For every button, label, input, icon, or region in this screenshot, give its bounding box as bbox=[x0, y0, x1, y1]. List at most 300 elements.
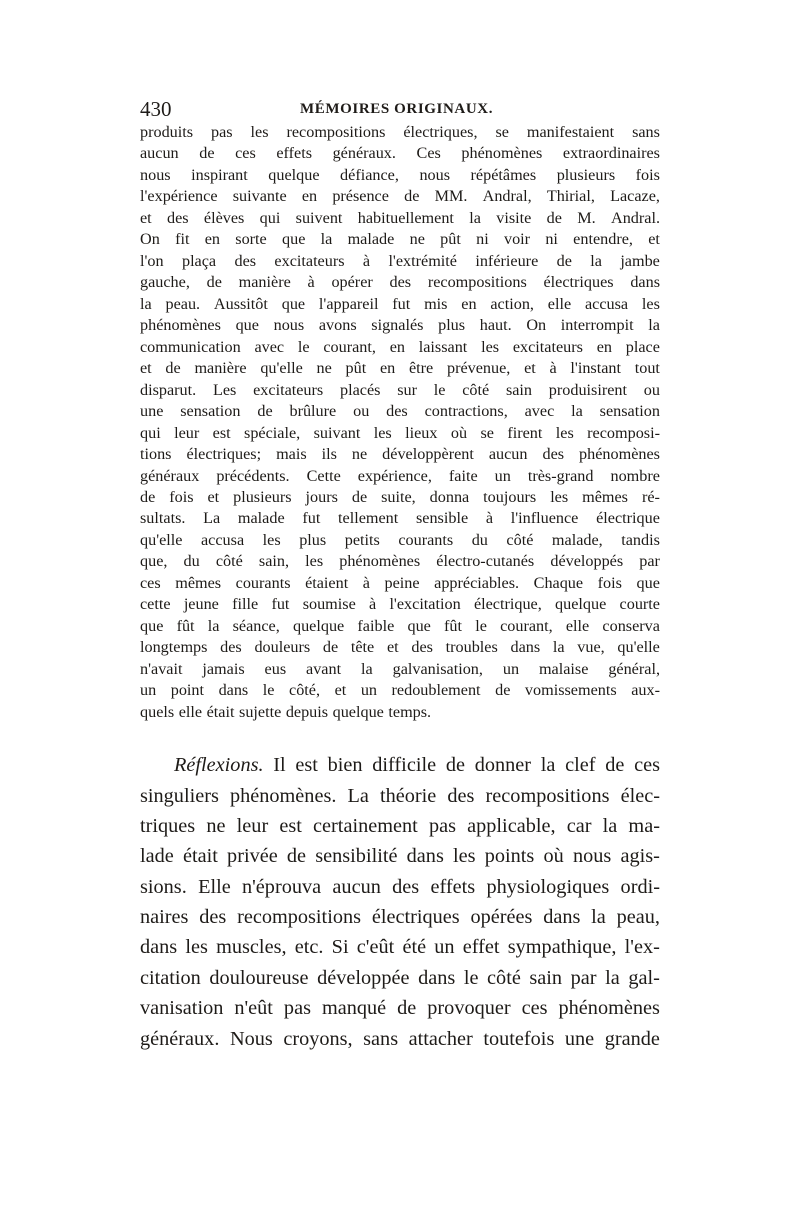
text-line bbox=[140, 616, 660, 637]
word: firent bbox=[507, 423, 543, 442]
word: redoublement bbox=[391, 681, 481, 700]
text-line bbox=[140, 487, 660, 508]
word: électrique bbox=[596, 509, 660, 528]
word: théorie bbox=[380, 784, 437, 807]
word: est bbox=[212, 423, 231, 442]
text-line bbox=[140, 186, 660, 207]
word: le bbox=[433, 380, 446, 399]
word: Chaque bbox=[533, 573, 584, 592]
word: clef bbox=[565, 754, 596, 777]
word: la bbox=[648, 316, 660, 335]
word: sultats. bbox=[140, 509, 186, 528]
word: l'instant bbox=[570, 359, 621, 378]
word: était bbox=[206, 702, 235, 721]
word: les bbox=[250, 123, 269, 141]
word: électriques; bbox=[186, 445, 262, 464]
word: suivent bbox=[295, 208, 343, 227]
word: produits bbox=[140, 123, 194, 141]
word: avec bbox=[254, 337, 285, 356]
word: elle bbox=[547, 294, 572, 313]
word: à bbox=[485, 509, 494, 528]
word: les bbox=[481, 337, 500, 356]
word: action, bbox=[490, 294, 534, 313]
text-line bbox=[140, 143, 660, 164]
text-line bbox=[140, 251, 660, 272]
text-line bbox=[140, 637, 660, 658]
word: le bbox=[475, 616, 487, 635]
text-line bbox=[140, 315, 660, 336]
word: la bbox=[605, 966, 620, 989]
word: séance, bbox=[232, 616, 280, 635]
word: un bbox=[360, 681, 377, 700]
text-line bbox=[140, 1024, 660, 1054]
word: quelque bbox=[555, 595, 607, 614]
word: manifestaient bbox=[526, 123, 615, 141]
word: en bbox=[461, 294, 477, 313]
word: de bbox=[257, 402, 273, 421]
word: douleurs bbox=[254, 638, 311, 657]
word: aucun bbox=[488, 445, 528, 464]
word: Cette bbox=[306, 466, 341, 485]
word: la bbox=[469, 208, 481, 227]
word: avons bbox=[318, 316, 357, 335]
word: brûlure bbox=[289, 402, 337, 421]
word: phénomènes bbox=[579, 445, 660, 464]
word: et bbox=[140, 359, 152, 378]
word: dans bbox=[406, 845, 444, 868]
word: plus bbox=[299, 530, 327, 549]
word: singuliers bbox=[140, 784, 219, 807]
word: fit bbox=[175, 230, 190, 249]
word: les bbox=[305, 552, 324, 571]
text-line bbox=[140, 932, 660, 962]
word: appréciables. bbox=[434, 573, 520, 592]
word: élec- bbox=[620, 784, 660, 807]
word: l'ex- bbox=[624, 936, 660, 959]
word: sans bbox=[632, 123, 660, 141]
word: sensation bbox=[599, 402, 660, 421]
word: mêmes bbox=[175, 573, 222, 592]
word: sensible bbox=[415, 509, 469, 528]
word: donna bbox=[429, 487, 470, 506]
word: Andral. bbox=[611, 208, 660, 227]
word: de bbox=[206, 273, 222, 292]
word: à bbox=[549, 359, 557, 378]
word: été bbox=[402, 936, 427, 959]
paragraph-2 bbox=[140, 750, 660, 1054]
word: côté bbox=[462, 380, 490, 399]
word: opérées bbox=[470, 906, 533, 929]
word: ma- bbox=[628, 814, 660, 837]
word: habituellement bbox=[357, 208, 454, 227]
word: quelque bbox=[332, 702, 384, 721]
word: n'éprouva bbox=[242, 875, 322, 898]
word: élèves bbox=[203, 208, 245, 227]
word: jamais bbox=[202, 659, 245, 678]
word: être bbox=[408, 359, 434, 378]
word: citation bbox=[140, 966, 201, 989]
word: la bbox=[320, 230, 333, 249]
word: des bbox=[389, 273, 412, 292]
text-line bbox=[140, 423, 660, 444]
word: côté bbox=[215, 552, 243, 571]
word: et bbox=[386, 638, 399, 657]
word: opérer bbox=[331, 273, 373, 292]
word: voir bbox=[503, 230, 531, 249]
word: haut. bbox=[479, 316, 512, 335]
word: sain, bbox=[258, 552, 290, 571]
word: excitateurs bbox=[512, 337, 583, 356]
word: Thirial, bbox=[546, 187, 595, 206]
word: sujette bbox=[239, 702, 282, 721]
word: des bbox=[220, 638, 242, 657]
word: sympathique, bbox=[507, 936, 617, 959]
word: elle bbox=[178, 702, 203, 721]
word: se bbox=[495, 123, 509, 141]
word: jambe bbox=[620, 251, 660, 270]
word: MM. bbox=[434, 187, 468, 206]
word: qui bbox=[140, 423, 161, 442]
word: leur bbox=[236, 814, 269, 837]
word: triques bbox=[140, 814, 196, 837]
word: toujours bbox=[483, 487, 537, 506]
word: Lacaze, bbox=[610, 187, 660, 206]
word: des bbox=[392, 875, 420, 898]
text-line bbox=[140, 594, 660, 615]
word: est bbox=[279, 814, 302, 837]
word: place bbox=[625, 337, 660, 356]
word: petits bbox=[344, 530, 380, 549]
word: présence bbox=[332, 187, 389, 206]
text-line bbox=[140, 841, 660, 871]
word: une bbox=[140, 402, 164, 421]
word: tellement bbox=[338, 509, 399, 528]
text-line bbox=[140, 993, 660, 1023]
word: de bbox=[495, 681, 511, 700]
word: malaise bbox=[538, 659, 589, 678]
word: la bbox=[591, 906, 606, 929]
word: du bbox=[471, 530, 488, 549]
word: accusa bbox=[584, 294, 629, 313]
word: à bbox=[362, 573, 370, 592]
word: des bbox=[542, 445, 565, 464]
word: dans bbox=[543, 906, 581, 929]
word: le bbox=[262, 681, 275, 700]
word: phénomènes bbox=[140, 316, 221, 335]
word: agis- bbox=[620, 845, 660, 868]
word: grande bbox=[604, 1027, 660, 1050]
word: les bbox=[641, 294, 660, 313]
text-line bbox=[140, 358, 660, 379]
word: et bbox=[207, 487, 220, 506]
word: ni bbox=[545, 230, 558, 249]
word: aucun bbox=[140, 144, 179, 163]
word: nombre bbox=[610, 466, 660, 485]
word: sain bbox=[505, 380, 533, 399]
word: peau, bbox=[616, 906, 660, 929]
word: en bbox=[204, 230, 220, 249]
word: dans bbox=[418, 966, 456, 989]
word: quelque bbox=[292, 616, 345, 635]
word: excitateurs bbox=[253, 380, 324, 399]
word: ces bbox=[235, 144, 256, 163]
word: disparut. bbox=[140, 380, 197, 399]
text-line bbox=[140, 702, 660, 723]
word: phénomènes bbox=[461, 144, 543, 163]
word: produisirent bbox=[548, 380, 628, 399]
word: pas bbox=[283, 997, 311, 1020]
word: faite bbox=[448, 466, 478, 485]
word: etc. bbox=[294, 936, 324, 959]
text-line bbox=[140, 551, 660, 572]
word: et bbox=[140, 208, 152, 227]
word: signalés bbox=[371, 316, 424, 335]
word: effets bbox=[276, 144, 312, 163]
word: des bbox=[386, 402, 408, 421]
word: tête bbox=[350, 638, 375, 657]
word: nous bbox=[572, 845, 612, 868]
word: elle bbox=[565, 616, 590, 635]
word: la bbox=[602, 814, 618, 837]
word: dans bbox=[630, 273, 660, 292]
word: manqué bbox=[321, 997, 387, 1020]
word: mais bbox=[276, 445, 307, 464]
word: que bbox=[281, 294, 306, 313]
word: que bbox=[235, 316, 259, 335]
word: quelque bbox=[268, 165, 320, 184]
text-line bbox=[140, 165, 660, 186]
word: laissant bbox=[418, 337, 468, 356]
word: fût bbox=[444, 616, 463, 635]
word: l'excitation bbox=[389, 595, 461, 614]
word: gal- bbox=[628, 966, 660, 989]
paragraph-1 bbox=[140, 122, 660, 723]
word: naires bbox=[140, 906, 189, 929]
word: sur bbox=[397, 380, 417, 399]
word: visite bbox=[496, 208, 532, 227]
word: de bbox=[322, 638, 339, 657]
word: côté, bbox=[289, 681, 321, 700]
word: jeune bbox=[183, 595, 219, 614]
word: expérience, bbox=[357, 466, 432, 485]
word: sain bbox=[529, 966, 563, 989]
word: en bbox=[379, 359, 396, 378]
word: extraordinaires bbox=[562, 144, 660, 163]
word: toutefois bbox=[483, 1027, 555, 1050]
word: recompositions bbox=[427, 273, 527, 292]
word: est bbox=[295, 754, 318, 777]
word: que, bbox=[140, 552, 168, 571]
word: recompositions bbox=[237, 906, 362, 929]
word: recomposi- bbox=[587, 423, 660, 442]
word: généraux bbox=[140, 466, 200, 485]
word: Les bbox=[212, 380, 237, 399]
word: sions. bbox=[140, 875, 187, 898]
word: prévenue, bbox=[446, 359, 511, 378]
word: que bbox=[282, 230, 306, 249]
word: la bbox=[571, 402, 583, 421]
word: des bbox=[447, 784, 475, 807]
word: les bbox=[373, 423, 392, 442]
word: de bbox=[556, 251, 572, 270]
word: donner bbox=[474, 754, 532, 777]
word: qu'elle bbox=[140, 530, 183, 549]
word: et bbox=[648, 230, 660, 249]
word: sorte bbox=[235, 230, 267, 249]
word: généraux. bbox=[140, 1027, 220, 1050]
word: point bbox=[170, 681, 205, 700]
word: et bbox=[334, 681, 347, 700]
word: de bbox=[165, 359, 181, 378]
text-line bbox=[140, 208, 660, 229]
word: que bbox=[407, 616, 431, 635]
word: communication bbox=[140, 337, 241, 356]
word: ni bbox=[476, 230, 489, 249]
word: ils bbox=[321, 445, 337, 464]
word: nous bbox=[140, 165, 171, 184]
word: Elle bbox=[198, 875, 231, 898]
word: électrique, bbox=[473, 595, 542, 614]
word: car bbox=[566, 814, 592, 837]
word: excitateurs bbox=[274, 251, 345, 270]
word: peau. bbox=[165, 294, 201, 313]
word: qui bbox=[259, 208, 281, 227]
word: La bbox=[347, 784, 369, 807]
word: développée bbox=[317, 966, 410, 989]
word: fut bbox=[392, 294, 411, 313]
word: nous bbox=[273, 316, 305, 335]
word: de bbox=[546, 208, 562, 227]
page-number: 430 bbox=[140, 97, 172, 121]
word: recompositions bbox=[485, 784, 610, 807]
word: effet bbox=[462, 936, 500, 959]
word: était bbox=[182, 845, 218, 868]
word: de bbox=[351, 487, 368, 506]
word: développèrent bbox=[382, 445, 474, 464]
word: de bbox=[140, 487, 156, 506]
word: un bbox=[434, 936, 455, 959]
word: fille bbox=[232, 595, 259, 614]
word: cette bbox=[140, 595, 171, 614]
word: temps. bbox=[388, 702, 432, 721]
word: Andral, bbox=[482, 187, 532, 206]
word: un bbox=[502, 659, 520, 678]
word: M. bbox=[577, 208, 596, 227]
word: des bbox=[234, 251, 257, 270]
word: difficile bbox=[372, 754, 437, 777]
word: sensation bbox=[180, 402, 241, 421]
word: ou bbox=[353, 402, 370, 421]
word: des bbox=[167, 208, 189, 227]
text-line bbox=[140, 811, 660, 841]
word: privée bbox=[227, 845, 278, 868]
word: la bbox=[207, 616, 220, 635]
word: précédents. bbox=[216, 466, 290, 485]
word: pût bbox=[345, 359, 367, 378]
word: sans bbox=[363, 1027, 399, 1050]
word: fois bbox=[169, 487, 194, 506]
word: électriques bbox=[543, 273, 614, 292]
word: les bbox=[555, 423, 574, 442]
word: un bbox=[140, 681, 157, 700]
word: gauche, bbox=[140, 273, 190, 292]
word: effets bbox=[430, 875, 476, 898]
word: les bbox=[185, 936, 208, 959]
word: jours bbox=[305, 487, 338, 506]
word: quels bbox=[140, 702, 175, 721]
word: électriques bbox=[371, 906, 460, 929]
word: étaient bbox=[305, 573, 349, 592]
word: ces bbox=[140, 573, 161, 592]
word: tout bbox=[634, 359, 660, 378]
word: interrompit bbox=[560, 316, 634, 335]
word: troubles bbox=[445, 638, 498, 657]
word: manière bbox=[194, 359, 247, 378]
word: recompositions bbox=[286, 123, 386, 141]
word: de bbox=[605, 754, 625, 777]
word: lade bbox=[140, 845, 174, 868]
word: la bbox=[552, 638, 565, 657]
word: inspirant bbox=[191, 165, 248, 184]
word: dans bbox=[510, 638, 541, 657]
word: phénomènes. bbox=[229, 784, 337, 807]
word: placés bbox=[339, 380, 381, 399]
word: du bbox=[183, 552, 200, 571]
word: électriques, bbox=[403, 123, 478, 141]
word: fois bbox=[635, 165, 660, 184]
word: à bbox=[307, 273, 315, 292]
running-head: MÉMOIRES ORIGINAUX. bbox=[300, 101, 494, 117]
word: côté bbox=[506, 530, 534, 549]
word: points bbox=[484, 845, 535, 868]
word: l'on bbox=[140, 251, 164, 270]
word: vanisation bbox=[140, 997, 224, 1020]
word: croyons, bbox=[283, 1027, 353, 1050]
word: une bbox=[564, 1027, 595, 1050]
word: courant, bbox=[500, 616, 553, 635]
word: les bbox=[262, 530, 281, 549]
word: fois bbox=[597, 573, 622, 592]
word: malade, bbox=[551, 530, 603, 549]
word: faible bbox=[357, 616, 395, 635]
word: que bbox=[636, 573, 660, 592]
word: suivant bbox=[313, 423, 361, 442]
text-line bbox=[140, 337, 660, 358]
text-line bbox=[140, 294, 660, 315]
text-line bbox=[140, 530, 660, 551]
word: malade bbox=[347, 230, 395, 249]
word: ces bbox=[634, 754, 660, 777]
word: accusa bbox=[201, 530, 245, 549]
word: par bbox=[570, 966, 597, 989]
word: soumise bbox=[302, 595, 356, 614]
word: de bbox=[445, 754, 465, 777]
paragraph-gap bbox=[140, 723, 660, 750]
word: Ces bbox=[416, 144, 441, 163]
word: en bbox=[301, 187, 318, 206]
word: pas bbox=[211, 123, 233, 141]
text-line bbox=[140, 781, 660, 811]
word: sensibilité bbox=[315, 845, 398, 868]
word: entendre, bbox=[573, 230, 633, 249]
word: qu'elle bbox=[617, 638, 660, 657]
word: défiance, bbox=[340, 165, 399, 184]
word: tions bbox=[140, 445, 172, 464]
word: où bbox=[450, 423, 468, 442]
word: plaça bbox=[181, 251, 217, 270]
text-line bbox=[140, 229, 660, 250]
word: à bbox=[362, 251, 371, 270]
